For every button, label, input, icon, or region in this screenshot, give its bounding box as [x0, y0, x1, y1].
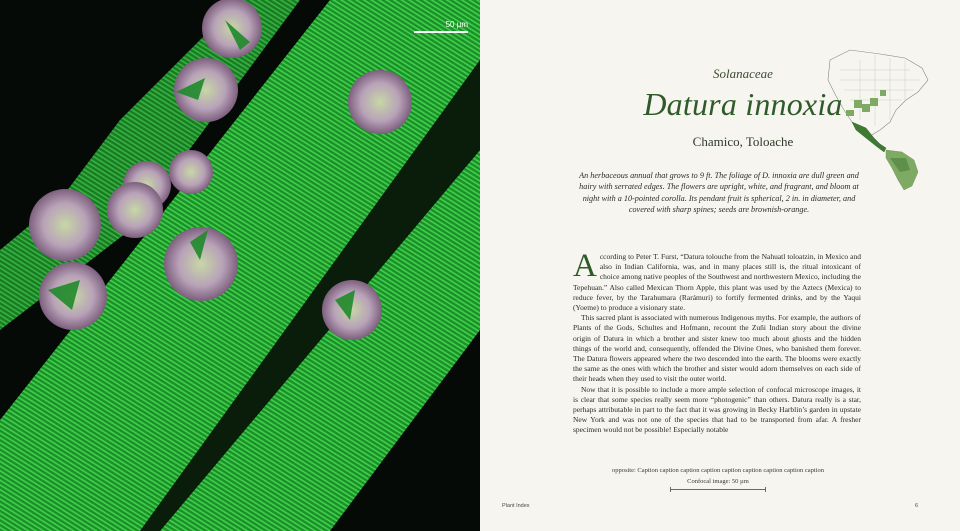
body-paragraph: This sacred plant is associated with numerous Indigenous myths. For example, the authors of Plants of the Gods, Schultes and Hofmann, recount the Zuñi Indian story about the divine origin of Datura in which a brother and sister knew too much about ghosts and the hidden things of the world and, consequently, offended the Divine Ones, who banished them forever. The Datura flowers appeared where the two descended into the earth. The blooms were exactly the same as the ones with which the brother and sister would adorn themselves on each side of their heads when they used to visit the outer world.: [573, 313, 861, 384]
body-text: [573, 248, 861, 436]
scale-bar-label: 50 µm: [445, 20, 468, 29]
plant-family: Solanaceae: [713, 66, 773, 81]
scale-bar: [414, 20, 468, 33]
caption-scale: Confocal image: 50 µm: [687, 478, 749, 485]
running-footer: Plant Index: [502, 503, 530, 509]
page-number: 6: [915, 503, 919, 509]
caption-scale-line: [670, 489, 766, 490]
body-paragraph: [573, 248, 861, 313]
text-page: [480, 0, 960, 531]
drop-cap: A: [573, 248, 597, 284]
scale-bar-line: [414, 31, 468, 33]
common-names: Chamico, Toloache: [692, 134, 794, 149]
plant-summary: An herbaceous annual that grows to 9 ft. The foliage of D. innoxia are dull green and hairy with serrated edges. The flowers are upright, white, and fragrant, and bloom at night with a 10-pointed corolla. Its pendant fruit is spherical, 2 in. in diameter, and covered with sharp spines; seeds are brownish-orange.: [579, 171, 859, 215]
figure-caption: [566, 467, 870, 485]
species-title: Datura innoxia: [643, 86, 843, 122]
caption-line: opposite: Caption caption caption caption caption caption caption caption caption: [611, 467, 825, 474]
body-paragraph: Now that it is possible to include a more ample selection of confocal microscope images, it is clear that some species really seem more “photogenic” than others. Datura really is a star, perhaps attributable in part to the fact that it was growing in Becky Harblin’s garden in upstate New York and was not one of the species that had to be transported from afar. A fresher specimen would not be possible! Especially notable: [573, 384, 861, 435]
paragraph-text: ccording to Peter T. Furst, “Datura tolouche from the Nahuatl toloatzin, in Mexico and also in Indian California, was, and in many places still is, the ritual intoxicant of choice among native peoples of the Southwest and northwestern Mexico, including the Tepehuan.” Also called Mexican Thorn Apple, this plant was used by the Aztecs (Mexica) to reduce fever, by the Tarahumara (Rarámuri) to fortify fermented drinks, and by the Yaqui (Yoeme) to produce a visionary state.: [573, 252, 861, 313]
